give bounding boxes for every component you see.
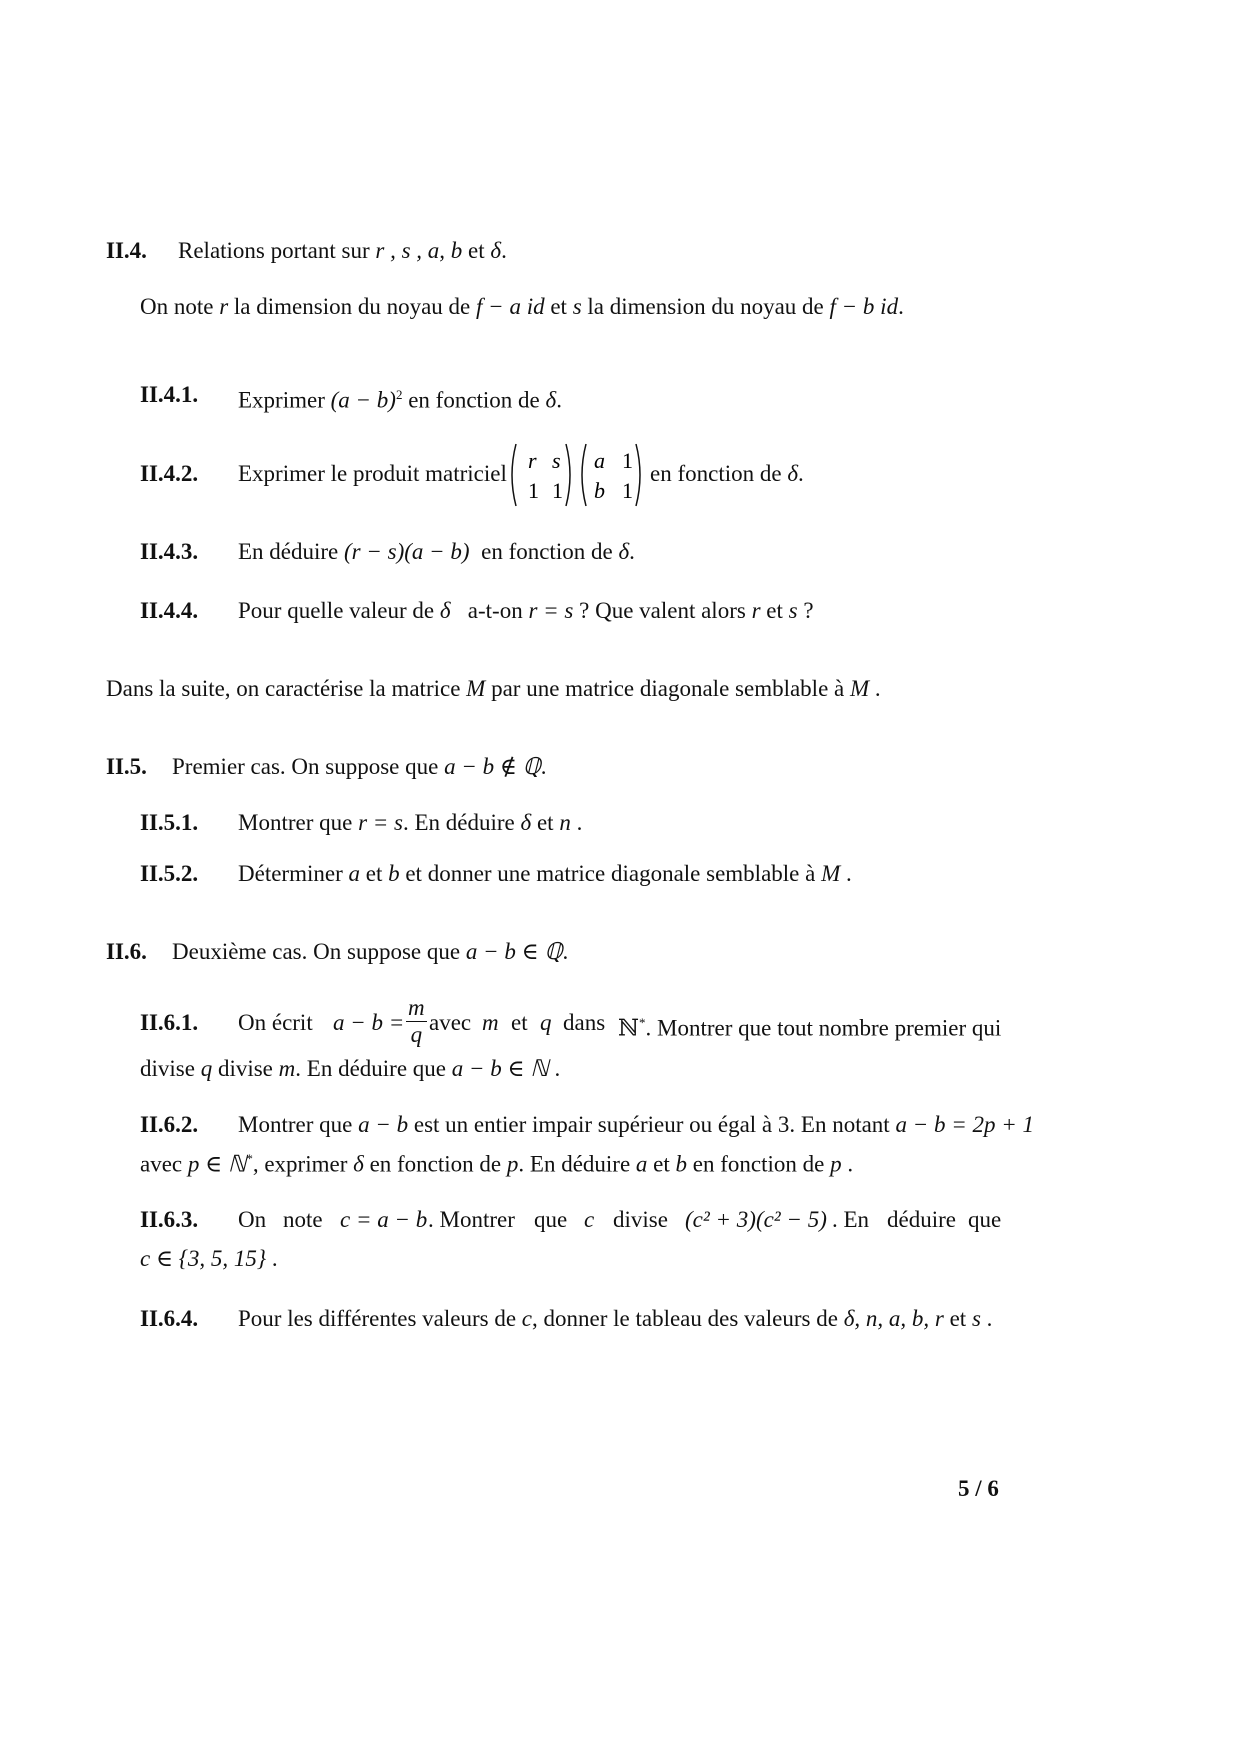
section-number: II.4. — [106, 238, 147, 263]
question-II61-line2: divise q divise m. En déduire que a − b ∈ ℕ . — [140, 1056, 561, 1081]
matrix-product — [506, 440, 646, 510]
m2-12: 1 — [622, 448, 633, 473]
question-II62-line2: avec p ∈ ℕ*, exprimer δ en fonction de p. En déduire a et b en fonction de p . — [140, 1151, 854, 1177]
m2-11: a — [594, 448, 605, 473]
m1-11: r — [528, 448, 537, 473]
page-number: 5 / 6 — [958, 1476, 999, 1501]
section-II4-intro: On note r la dimension du noyau de f − a id et s la dimension du noyau de f − b id. — [140, 294, 904, 319]
m1-12: s — [552, 448, 561, 473]
m2-22: 1 — [622, 478, 633, 503]
m1-22: 1 — [552, 478, 563, 503]
fraction-m-over-q: $\frac{m}{q}$ — [408, 995, 425, 1047]
m2-21: b — [594, 478, 605, 503]
question-II63-line2: c ∈ {3, 5, 15} . — [140, 1246, 278, 1271]
transition-text: Dans la suite, on caractérise la matrice M par une matrice diagonale semblable à M . — [106, 676, 881, 701]
m1-21: 1 — [528, 478, 539, 503]
question-II42-tail: en fonction de δ. — [650, 461, 804, 486]
